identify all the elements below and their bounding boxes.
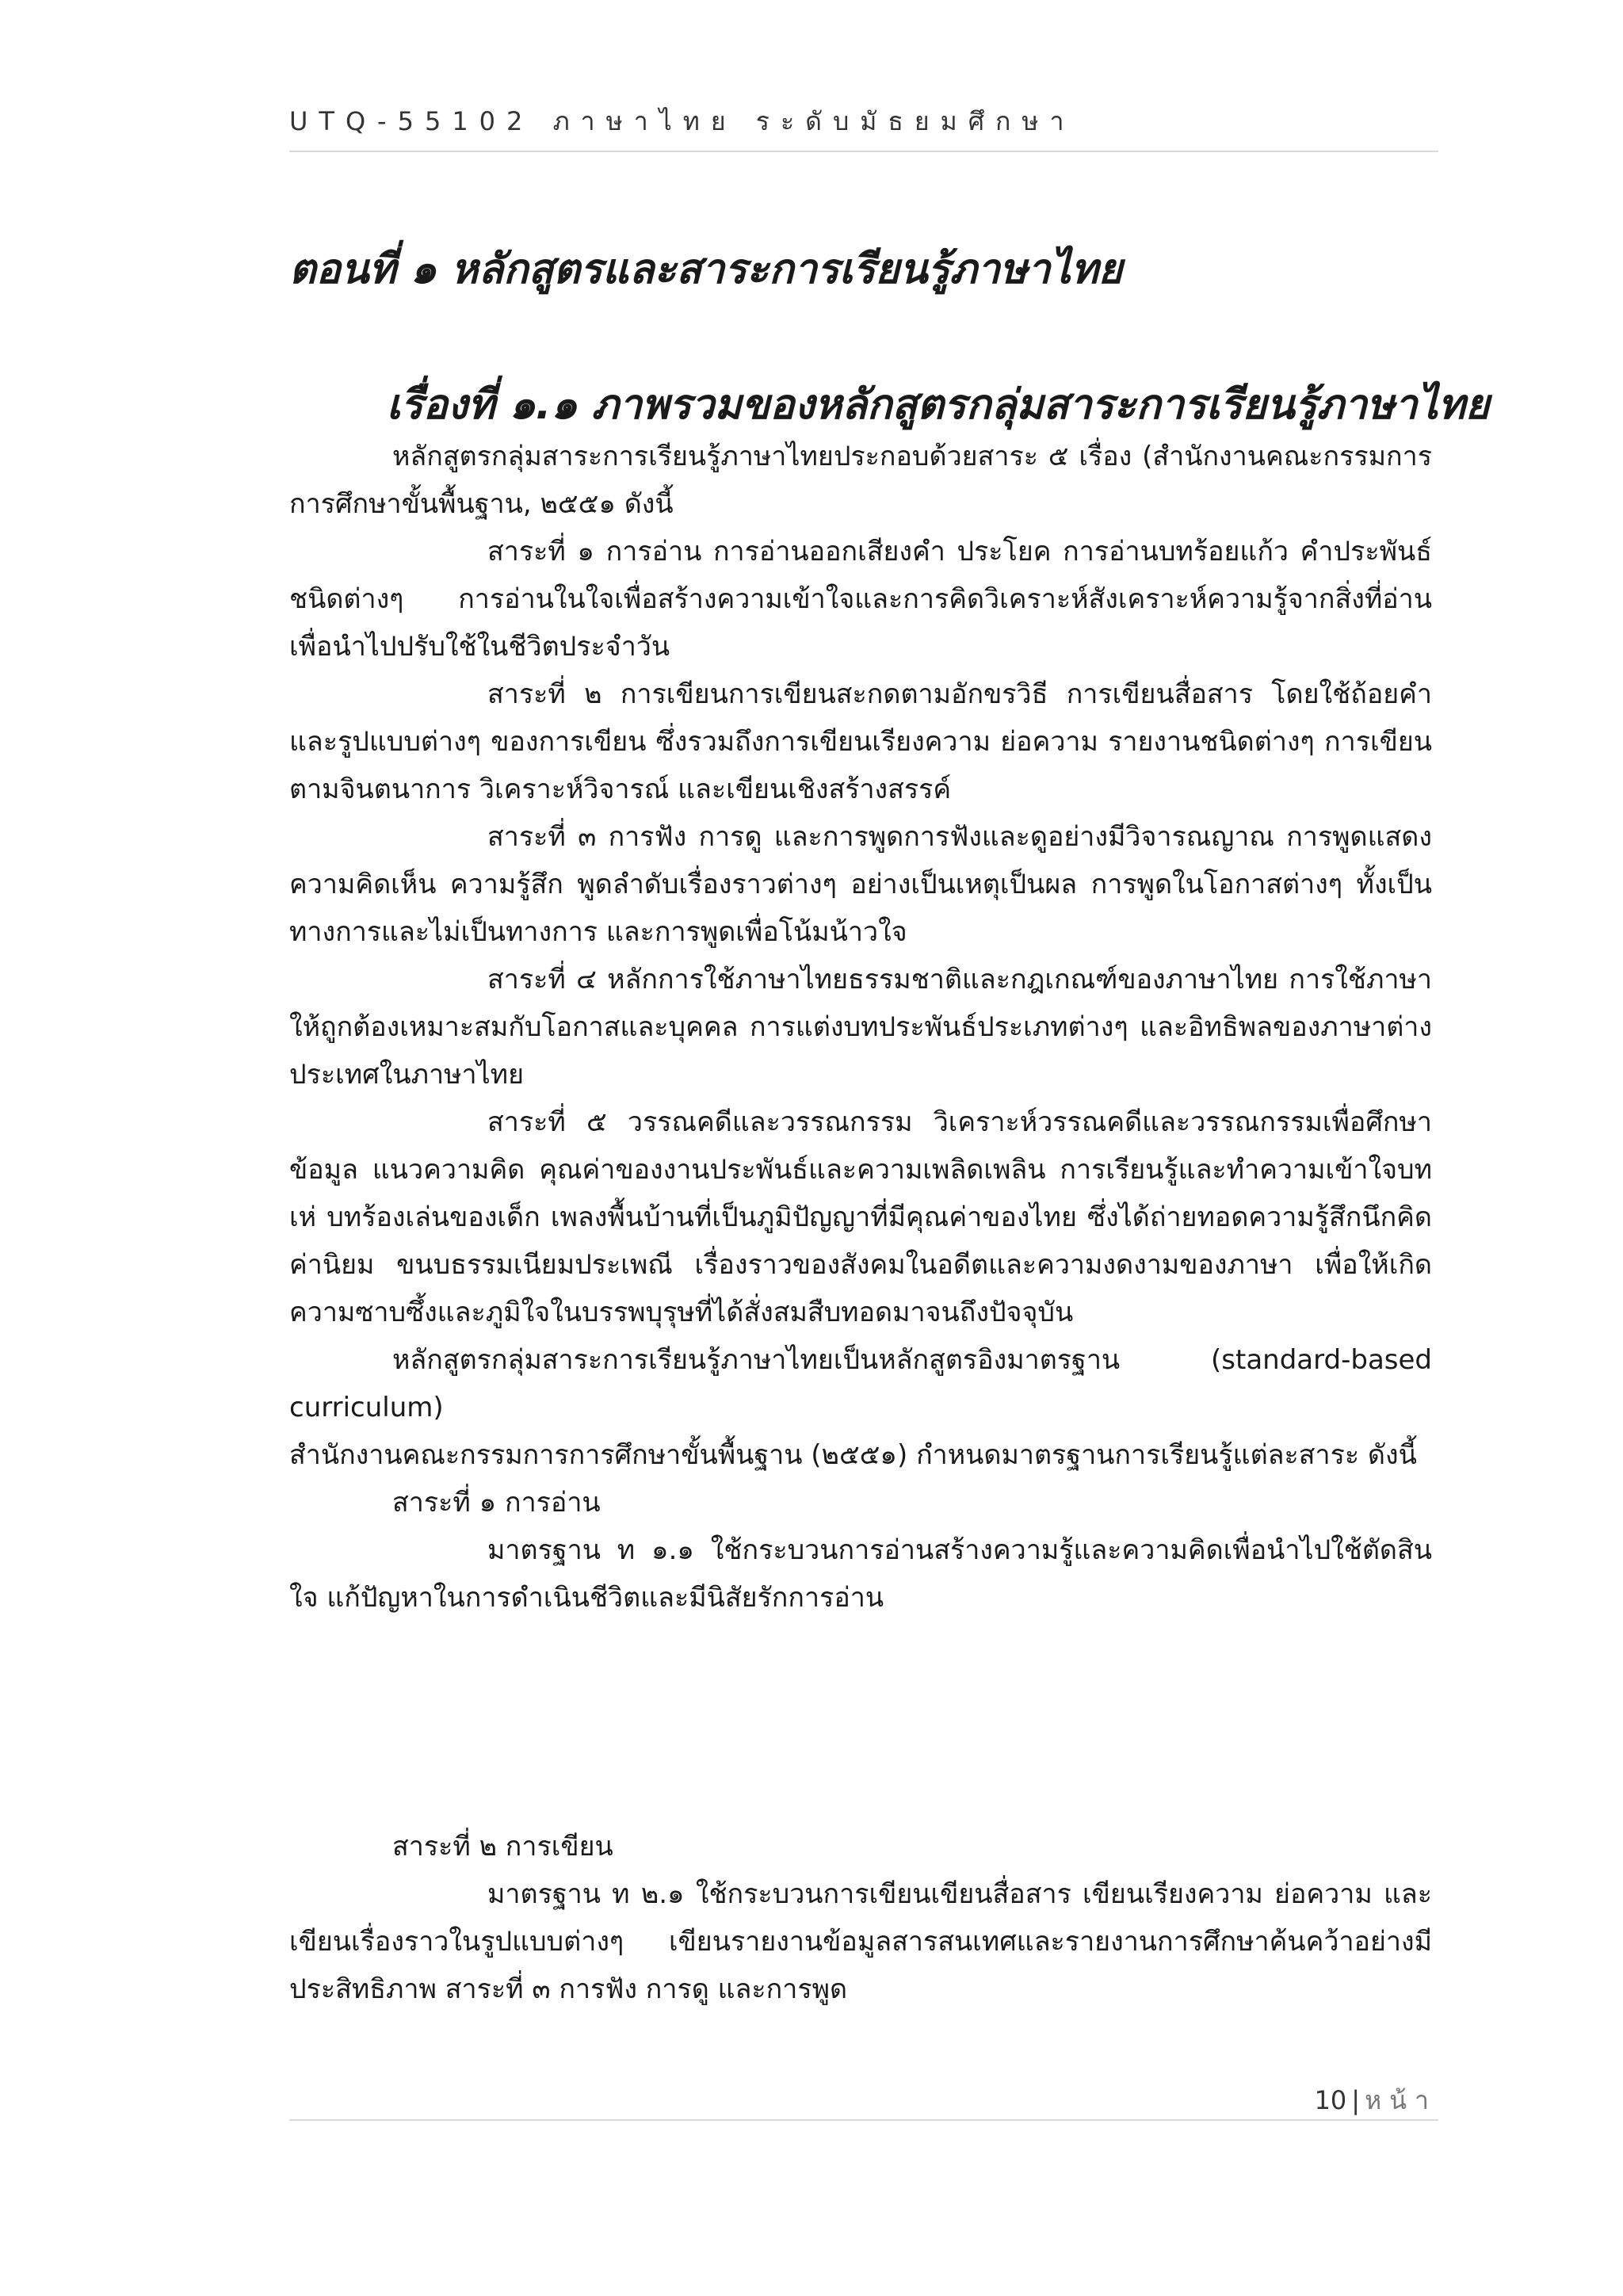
strand-3-paragraph: สาระที่ ๓ การฟัง การดู และการพูดการฟังและดูอย่างมีวิจารณญาณ การพูดแสดงความคิดเห็น ความรู้สึก พูดลำดับเรื่องราวต่างๆ อย่างเป็นเหตุเป็นผล การพูดในโอกาสต่างๆ ทั้งเป็นทางการและไม่เป็นทางการ และการพูดเพื่อโน้มน้าวใจ: [289, 821, 1432, 948]
footer-separator: |: [1351, 2085, 1361, 2115]
strand-2-title: สาระที่ ๒ การเขียน: [392, 1831, 613, 1862]
strand-5-paragraph: สาระที่ ๕ วรรณคดีและวรรณกรรม วิเคราะห์วรรณคดีและวรรณกรรมเพื่อศึกษาข้อมูล แนวความคิด คุณค่าของงานประพันธ์และความเพลิดเพลิน การเรียนรู้และทำความเข้าใจบทเห่ บทร้องเล่นของเด็ก เพลงพื้นบ้านที่เป็นภูมิปัญญาที่มีคุณค่าของไทย ซึ่งได้ถ่ายทอดความรู้สึกนึกคิด ค่านิยม ขนบธรรมเนียมประเพณี เรื่องราวของสังคมในอดีตและความงดงามของภาษา เพื่อให้เกิดความซาบซึ้งและภูมิใจในบรรพบุรุษที่ได้สั่งสมสืบทอดมาจนถึงปัจจุบัน: [289, 1106, 1432, 1328]
standard-1-1-paragraph: มาตรฐาน ท ๑.๑ ใช้กระบวนการอ่านสร้างความรู้และความคิดเพื่อนำไปใช้ตัดสินใจ แก้ปัญหาในการดำเนินชีวิตและมีนิสัยรักการอ่าน: [289, 1534, 1432, 1614]
header-divider: [289, 151, 1438, 152]
standard-based-paragraph: หลักสูตรกลุ่มสาระการเรียนรู้ภาษาไทยเป็นหลักสูตรอิงมาตรฐาน (standard-based curriculum): [289, 1344, 1432, 1423]
part-heading: ตอนที่ ๑ หลักสูตรและสาระการเรียนรู้ภาษาไทย: [289, 245, 1123, 293]
running-header: UTQ-55102 ภาษาไทย ระดับมัธยมศึกษา: [289, 106, 1075, 136]
strand-1-title: สาระที่ ๑ การอ่าน: [392, 1487, 601, 1519]
intro-paragraph: หลักสูตรกลุ่มสาระการเรียนรู้ภาษาไทยประกอบด้วยสาระ ๕ เรื่อง (สำนักงานคณะกรรมการการศึกษาขั้นพื้นฐาน, ๒๕๕๑ ดังนี้: [289, 441, 1432, 520]
strand-2-paragraph: สาระที่ ๒ การเขียนการเขียนสะกดตามอักขรวิธี การเขียนสื่อสาร โดยใช้ถ้อยคำและรูปแบบต่างๆ ของการเขียน ซึ่งรวมถึงการเขียนเรียงความ ย่อความ รายงานชนิดต่างๆ การเขียนตามจินตนาการ วิเคราะห์วิจารณ์ และเขียนเชิงสร้างสรรค์: [289, 678, 1432, 805]
body-section-writing: [289, 1823, 1432, 2013]
office-defines-paragraph: สำนักงานคณะกรรมการการศึกษาขั้นพื้นฐาน (๒๕๕๑) กำหนดมาตรฐานการเรียนรู้แต่ละสาระ ดังนี้: [289, 1439, 1417, 1471]
topic-heading: เรื่องที่ ๑.๑ ภาพรวมของหลักสูตรกลุ่มสาระการเรียนรู้ภาษาไทย: [387, 381, 1490, 430]
strand-4-paragraph: สาระที่ ๔ หลักการใช้ภาษาไทยธรรมชาติและกฎเกณฑ์ของภาษาไทย การใช้ภาษาให้ถูกต้องเหมาะสมกับโอกาสและบุคคล การแต่งบทประพันธ์ประเภทต่างๆ และอิทธิพลของภาษาต่างประเทศในภาษาไทย: [289, 964, 1432, 1091]
strand-1-paragraph: สาระที่ ๑ การอ่าน การอ่านออกเสียงคำ ประโยค การอ่านบทร้อยแก้ว คำประพันธ์ชนิดต่างๆ การอ่านในใจเพื่อสร้างความเข้าใจและการคิดวิเคราะห์สังเคราะห์ความรู้จากสิ่งที่อ่าน เพื่อนำไปปรับใช้ในชีวิตประจำวัน: [289, 536, 1432, 663]
body-section-main: [289, 433, 1432, 1622]
footer-divider: [289, 2119, 1438, 2121]
page-number: 10: [1314, 2085, 1347, 2115]
standard-2-1-paragraph: มาตรฐาน ท ๒.๑ ใช้กระบวนการเขียนเขียนสื่อสาร เขียนเรียงความ ย่อความ และเขียนเรื่องราวในรูปแบบต่างๆ เขียนรายงานข้อมูลสารสนเทศและรายงานการศึกษาค้นคว้าอย่างมีประสิทธิภาพ สาระที่ ๓ การฟัง การดู และการพูด: [289, 1878, 1432, 2005]
page-footer: [1315, 2080, 1437, 2121]
page-label: หน้า: [1365, 2085, 1437, 2115]
